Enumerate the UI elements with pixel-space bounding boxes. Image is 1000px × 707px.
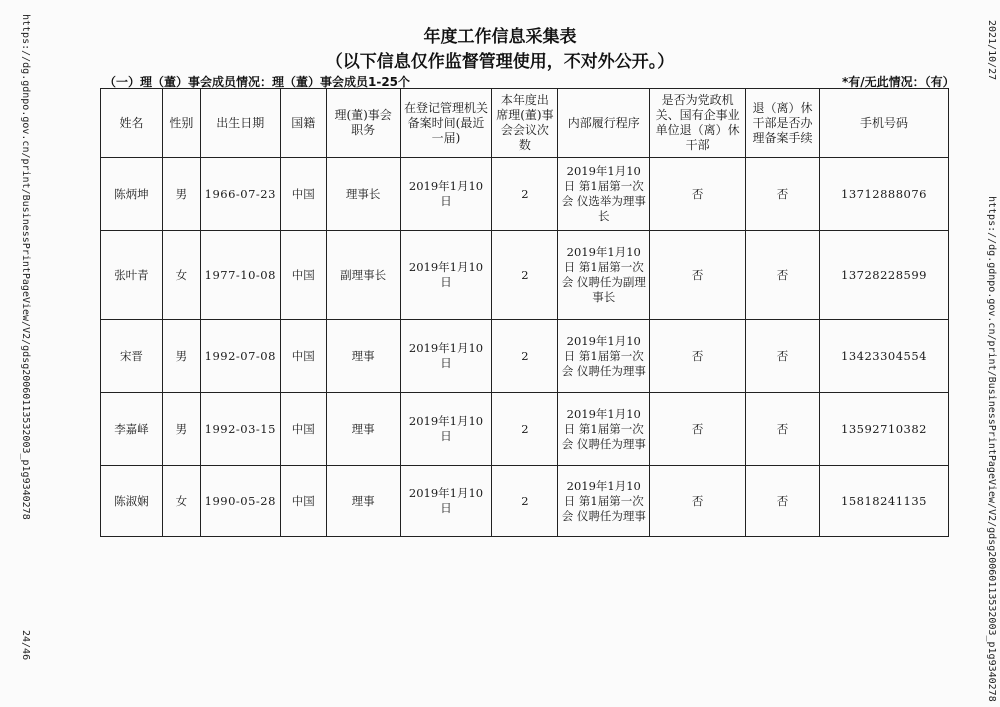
cell-birth-date: 1977-10-08 — [200, 231, 280, 320]
cell-position: 理事 — [326, 466, 400, 537]
cell-mobile: 15818241135 — [820, 466, 949, 537]
cell-attendance: 2 — [492, 231, 558, 320]
cell-name: 张叶青 — [101, 231, 163, 320]
cell-nationality: 中国 — [280, 158, 326, 231]
page-number: 24/46 — [20, 630, 31, 661]
cell-retired-filing: 否 — [746, 466, 820, 537]
section-heading: （一）理（董）事会成员情况：理（董）事会成员1-25个 — [104, 75, 411, 89]
cell-gender: 女 — [162, 466, 200, 537]
cell-mobile: 13712888076 — [820, 158, 949, 231]
document-subtitle: （以下信息仅作监督管理使用，不对外公开。） — [325, 52, 675, 72]
cell-name: 陈淑娴 — [101, 466, 163, 537]
header-retired-filing: 退（离）休干部是否办理备案手续 — [746, 89, 820, 158]
status-note: *有/无此情况：（有） — [842, 75, 955, 89]
side-url-right: https://dg.gdnpo.gov.cn/print/BusinessPrintPageView/V2/gdsg20060113532003_p1g9340278 — [986, 196, 997, 702]
cell-gender: 男 — [162, 158, 200, 231]
print-date: 2021/10/27 — [986, 20, 997, 81]
cell-nationality: 中国 — [280, 231, 326, 320]
cell-retired-filing: 否 — [746, 393, 820, 466]
cell-position: 理事 — [326, 393, 400, 466]
cell-mobile: 13423304554 — [820, 320, 949, 393]
cell-nationality: 中国 — [280, 320, 326, 393]
cell-birth-date: 1966-07-23 — [200, 158, 280, 231]
table-row — [101, 466, 949, 537]
cell-procedure: 2019年1月10日 第1届第一次会 仪聘任为理事 — [558, 393, 650, 466]
cell-attendance: 2 — [492, 320, 558, 393]
cell-retired-cadre: 否 — [650, 231, 746, 320]
cell-position: 理事 — [326, 320, 400, 393]
header-board-position: 理(董)事会职务 — [326, 89, 400, 158]
header-birth-date: 出生日期 — [200, 89, 280, 158]
cell-procedure: 2019年1月10日 第1届第一次会 仪聘任为理事 — [558, 466, 650, 537]
cell-gender: 女 — [162, 231, 200, 320]
table-row — [101, 393, 949, 466]
cell-position: 副理事长 — [326, 231, 400, 320]
side-url-left: https://dg.gdnpo.gov.cn/print/BusinessPrintPageView/V2/gdsg20060113532003_p1g9340278 — [20, 14, 31, 520]
header-internal-procedure: 内部履行程序 — [558, 89, 650, 158]
cell-filing-date: 2019年1月10日 — [400, 466, 492, 537]
cell-nationality: 中国 — [280, 466, 326, 537]
cell-filing-date: 2019年1月10日 — [400, 231, 492, 320]
cell-procedure: 2019年1月10日 第1届第一次会 仪选举为理事长 — [558, 158, 650, 231]
cell-birth-date: 1992-03-15 — [200, 393, 280, 466]
cell-name: 宋晋 — [101, 320, 163, 393]
cell-retired-filing: 否 — [746, 320, 820, 393]
header-name: 姓名 — [101, 89, 163, 158]
cell-retired-filing: 否 — [746, 231, 820, 320]
cell-gender: 男 — [162, 393, 200, 466]
table-header-row — [101, 89, 949, 158]
table-row — [101, 231, 949, 320]
header-nationality: 国籍 — [280, 89, 326, 158]
cell-attendance: 2 — [492, 466, 558, 537]
board-members-table — [100, 88, 949, 537]
header-mobile: 手机号码 — [820, 89, 949, 158]
cell-position: 理事长 — [326, 158, 400, 231]
cell-retired-filing: 否 — [746, 158, 820, 231]
cell-filing-date: 2019年1月10日 — [400, 393, 492, 466]
cell-name: 陈炳坤 — [101, 158, 163, 231]
cell-filing-date: 2019年1月10日 — [400, 158, 492, 231]
cell-retired-cadre: 否 — [650, 320, 746, 393]
cell-birth-date: 1992-07-08 — [200, 320, 280, 393]
cell-gender: 男 — [162, 320, 200, 393]
cell-retired-cadre: 否 — [650, 393, 746, 466]
header-attendance-count: 本年度出席理(董)事会会议次数 — [492, 89, 558, 158]
cell-nationality: 中国 — [280, 393, 326, 466]
document-title: 年度工作信息采集表 — [423, 27, 577, 47]
cell-birth-date: 1990-05-28 — [200, 466, 280, 537]
cell-filing-date: 2019年1月10日 — [400, 320, 492, 393]
table-row — [101, 320, 949, 393]
cell-attendance: 2 — [492, 158, 558, 231]
cell-procedure: 2019年1月10日 第1届第一次会 仪聘任为副理事长 — [558, 231, 650, 320]
cell-mobile: 13592710382 — [820, 393, 949, 466]
header-gender: 性别 — [162, 89, 200, 158]
header-retired-cadre: 是否为党政机关、国有企事业单位退（离）休干部 — [650, 89, 746, 158]
cell-retired-cadre: 否 — [650, 466, 746, 537]
cell-name: 李嘉峄 — [101, 393, 163, 466]
cell-procedure: 2019年1月10日 第1届第一次会 仪聘任为理事 — [558, 320, 650, 393]
cell-attendance: 2 — [492, 393, 558, 466]
cell-retired-cadre: 否 — [650, 158, 746, 231]
cell-mobile: 13728228599 — [820, 231, 949, 320]
header-filing-date: 在登记管理机关备案时间(最近一届) — [400, 89, 492, 158]
table-row — [101, 158, 949, 231]
